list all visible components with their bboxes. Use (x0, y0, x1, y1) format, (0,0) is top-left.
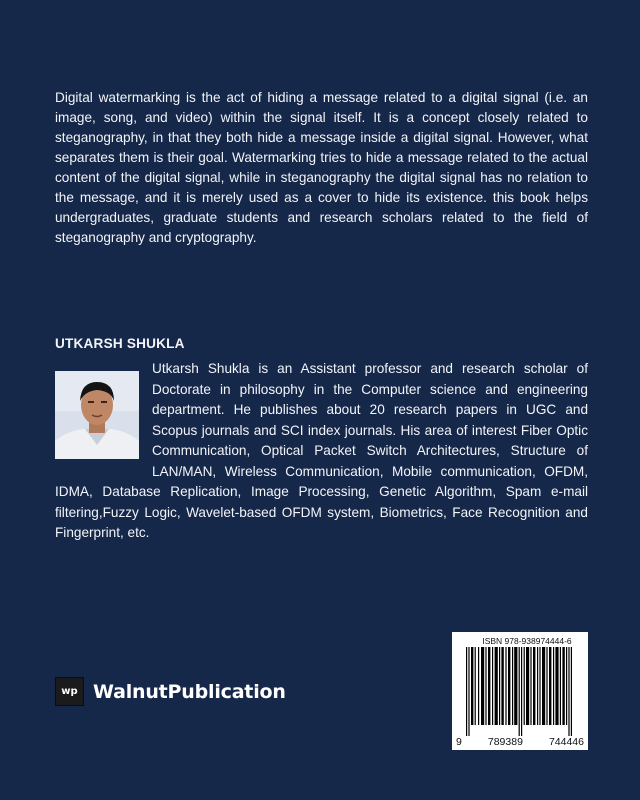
publisher-name: WalnutPublication (93, 680, 286, 703)
author-bio-paragraph (55, 359, 588, 544)
publisher-mark: wp (55, 677, 84, 706)
author-photo (55, 371, 139, 459)
publisher-logo (55, 677, 286, 706)
back-cover-blurb: Digital watermarking is the act of hiding a message related to a digital signal (i.e. an image, song, and video) within the signal itself. It is a concept closely related to steganography, in that they both hide a message inside a digital signal. However, what separates them is their goal. Watermarking tries to hide a message related to the actual content of the digital signal, while in steganography the digital signal has no relation to the message, and it is merely used as a cover to hide its existence. this book helps undergraduates, graduate students and research scholars related to the field of steganography and cryptography. (55, 90, 588, 245)
isbn-barcode (452, 632, 588, 750)
barcode-digits (456, 736, 584, 748)
barcode-digit-group-1: 789389 (487, 736, 523, 748)
barcode-digit-group-2: 744446 (548, 736, 584, 748)
barcode-bars (458, 647, 582, 737)
barcode-digit-first: 9 (456, 736, 462, 748)
isbn-label: ISBN 978-938974444-6 (482, 636, 572, 646)
author-bio-text: Utkarsh Shukla is an Assistant professor and research scholar of Doctorate in philosophy in the Computer science and engineering department. He publishes about 20 research papers in UGC and Scopus journals and SCI index journals. His area of interest Fiber Optic Communication, Optical Packet Switch Architectures, Structure of LAN/MAN, Wireless Communication, Mobile communication, OFDM, IDMA, Database Replication, Image Processing, Genetic Algorithm, Spam e-mail filtering,Fuzzy Logic, Wavelet-based OFDM system, Biometrics, Face Recognition and Fingerprint, etc. (55, 361, 588, 540)
author-name: UTKARSH SHUKLA (55, 336, 185, 351)
